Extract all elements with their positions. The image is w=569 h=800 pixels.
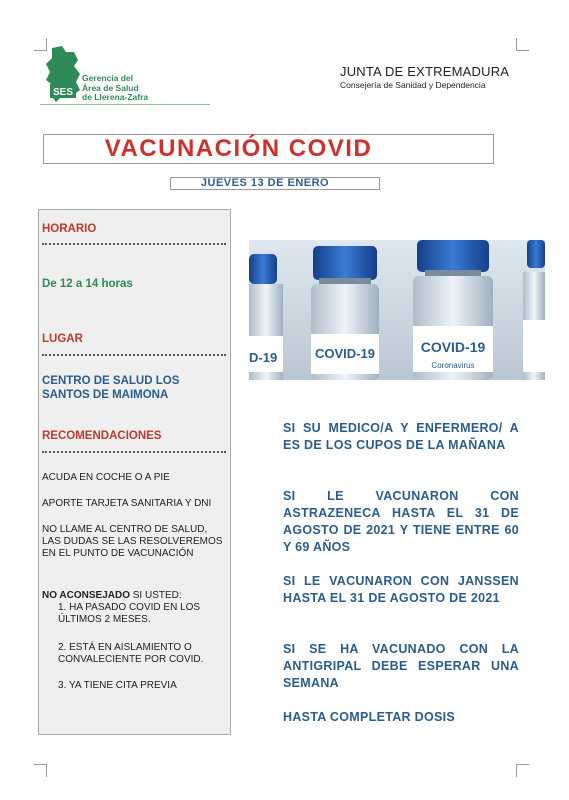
divider-dotted [42, 354, 226, 356]
condition-5: HASTA COMPLETAR DOSIS [283, 710, 456, 724]
horario-heading: HORARIO [42, 223, 97, 235]
no-aconsejado-item-2: 2. ESTÁ EN AISLAMIENTO O CONVALECIENTE POR COVID. [58, 642, 204, 665]
condition-3: SI LE VACUNARON CON JANSSEN HASTA EL 31 DE AGOSTO DE 2021 [283, 574, 519, 605]
logo-line-1: Gerencia del [82, 73, 134, 83]
logo-line-3: de Llerena-Zafra [82, 92, 149, 102]
vial-label-center: COVID-19 [315, 346, 375, 361]
condition-4: SI SE HA VACUNADO CON LA ANTIGRIPAL DEBE ESPERAR UNA SEMANA [283, 642, 519, 690]
no-aconsejado-rest: SI USTED: [129, 590, 182, 601]
logo-line-2: Área de Salud [82, 82, 139, 93]
info-sidebar [38, 209, 231, 735]
no-aconsejado-item-1: 1. HA PASADO COVID EN LOS ÚLTIMOS 2 MESES. [58, 602, 201, 625]
vial-label-right: COVID-19 [420, 339, 486, 355]
event-date: JUEVES 13 DE ENERO [200, 177, 330, 189]
logo-underline [40, 104, 210, 105]
logo-text [82, 74, 148, 103]
recomendaciones-heading: RECOMENDACIONES [42, 430, 162, 442]
ses-logo [44, 46, 214, 108]
lugar-line-1: CENTRO DE SALUD LOS [42, 375, 180, 387]
lugar-value [42, 374, 179, 402]
consejeria-subtitle: Consejería de Sanidad y Dependencia [340, 80, 486, 90]
lugar-line-2: SANTOS DE MAIMONA [42, 389, 169, 401]
junta-title: JUNTA DE EXTREMADURA [340, 64, 510, 79]
crop-mark-bottom-left [34, 764, 47, 777]
recomendacion-3: NO LLAME AL CENTRO DE SALUD, LAS DUDAS SE LAS RESOLVEREMOS EN EL PUNTO DE VACUNACIÓN [42, 524, 223, 559]
covid-vaccine-vials-image [249, 240, 545, 380]
horario-value: De 12 a 14 horas [42, 278, 133, 290]
divider-dotted [42, 243, 226, 245]
no-aconsejado-item-3: 3. YA TIENE CITA PREVIA [58, 680, 177, 691]
condition-1: SI SU MEDICO/A Y ENFERMERO/ A ES DE LOS CUPOS DE LA MAÑANA [283, 421, 519, 452]
recomendacion-2: APORTE TARJETA SANITARIA Y DNI [42, 498, 212, 509]
condition-2: SI LE VACUNARON CON ASTRAZENECA HASTA EL 31 DE AGOSTO DE 2021 Y TIENE ENTRE 60 Y 69 AÑOS [283, 489, 519, 554]
lugar-heading: LUGAR [42, 333, 83, 345]
extremadura-map-icon [44, 46, 84, 106]
no-aconsejado-line [42, 590, 226, 602]
recomendacion-1: ACUDA EN COCHE O A PIE [42, 472, 170, 483]
vial-label-left: D-19 [249, 350, 278, 365]
page-title: VACUNACIÓN COVID [104, 135, 373, 162]
no-aconsejado-bold: NO ACONSEJADO [42, 590, 130, 601]
title-box [43, 134, 494, 164]
crop-mark-top-right [516, 38, 529, 51]
crop-mark-bottom-right [516, 764, 529, 777]
divider-dotted [42, 451, 226, 453]
logo-abbrev: SES [52, 87, 74, 98]
date-box [170, 177, 380, 190]
vial-sublabel: Coronavirus [431, 361, 475, 370]
